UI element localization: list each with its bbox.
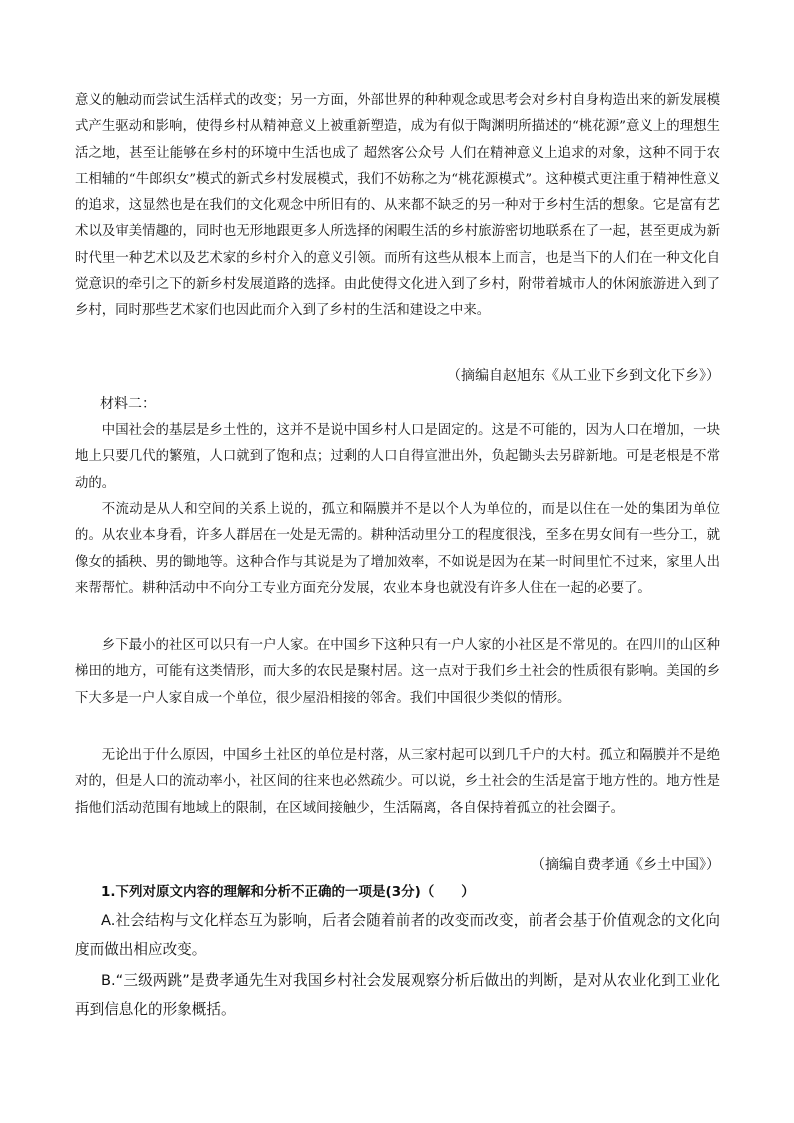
question-option-a: A.社会结构与文化样态互为影响，后者会随着前者的改变而改变，前者会基于价值观念的文化向度而做出相应改变。: [75, 912, 720, 958]
material2-paragraph-1: 中国社会的基层是乡土性的，这并不是说中国乡村人口是固定的。这是不可能的，因为人口在增加，一块地上只要几代的繁殖，人口就到了饱和点；过剩的人口自得宣泄出外，负起锄头去另辟新地。可是老根是不常动的。: [75, 423, 720, 491]
material1-paragraph: 意义的触动而尝试生活样式的改变；另一方面，外部世界的种种观念或思考会对乡村自身构造出来的新发展模式产生驱动和影响，使得乡村从精神意义上被重新塑造，成为有似于陶渊明所描述的“桃花源”意义上的理想生活之地，甚至让能够在乡村的环境中生活也成了 超然客公众号 人们在精神意义上追求的对象，这种不同于农工相辅的“牛郎织女”模式的新式乡村发展模式，我们不妨称之为“桃花源模式”。这种模式更注重于精神性意义的追求，这显然也是在我们的文化观念中所旧有的、从来都不缺乏的另一种对于乡村生活的想象。它是富有艺术以及审美情趣的，同时也无形地跟更多人所选择的闲暇生活的乡村旅游密切地联系在了一起，甚至更成为新时代里一种艺术以及艺术家的乡村介入的意义引领。而所有这些从根本上而言，也是当下的人们在一种文化自觉意识的牵引之下的新乡村发展道路的选择。由此使得文化进入到了乡村，附带着城市人的休闲旅游进入到了乡村，同时那些艺术家们也因此而介入到了乡村的生活和建设之中来。: [75, 93, 720, 319]
material2-paragraph-3: 乡下最小的社区可以只有一户人家。在中国乡下这种只有一户人家的小社区是不常见的。在四川的山区种梯田的地方，可能有这类情形，而大多的农民是聚村居。这一点对于我们乡土社会的性质很有影响。美国的乡下大多是一户人家自成一个单位，很少屋沿相接的邻舍。我们中国很少类似的情形。: [75, 638, 720, 706]
material2-paragraph-4: 无论出于什么原因，中国乡土社区的单位是村落，从三家村起可以到几千户的大村。孤立和隔膜并不是绝对的，但是人口的流动率小，社区间的往来也必然疏少。可以说，乡土社会的生活是富于地方性的。地方性是指他们活动范围有地域上的限制，在区域间接触少，生活隔离，各自保持着孤立的社会圈子。: [75, 748, 720, 816]
question-stem: 1.下列对原文内容的理解和分析不正确的一项是(3分)（ ）: [101, 884, 475, 900]
material2-source: （摘编自费孝通《乡土中国》）: [531, 857, 720, 873]
material1-source: （摘编自赵旭东《从工业下乡到文化下乡》）: [447, 368, 720, 384]
material2-paragraph-2: 不流动是从人和空间的关系上说的，孤立和隔膜并不是以个人为单位的，而是以住在一处的集团为单位的。从农业本身看，许多人群居在一处是无需的。耕种活动里分工的程度很浅，至多在男女间有一些分工，就像女的插秧、男的锄地等。这种合作与其说是为了增加效率，不如说是因为在某一时间里忙不过来，家里人出来帮帮忙。耕种活动中不向分工专业方面充分发展，农业本身也就没有许多人住在一起的必要了。: [75, 502, 720, 596]
material2-heading: 材料二：: [100, 396, 156, 412]
question-option-b: B.“三级两跳”是费孝通先生对我国乡村社会发展观察分析后做出的判断，是对从农业化到工业化再到信息化的形象概括。: [75, 972, 720, 1018]
